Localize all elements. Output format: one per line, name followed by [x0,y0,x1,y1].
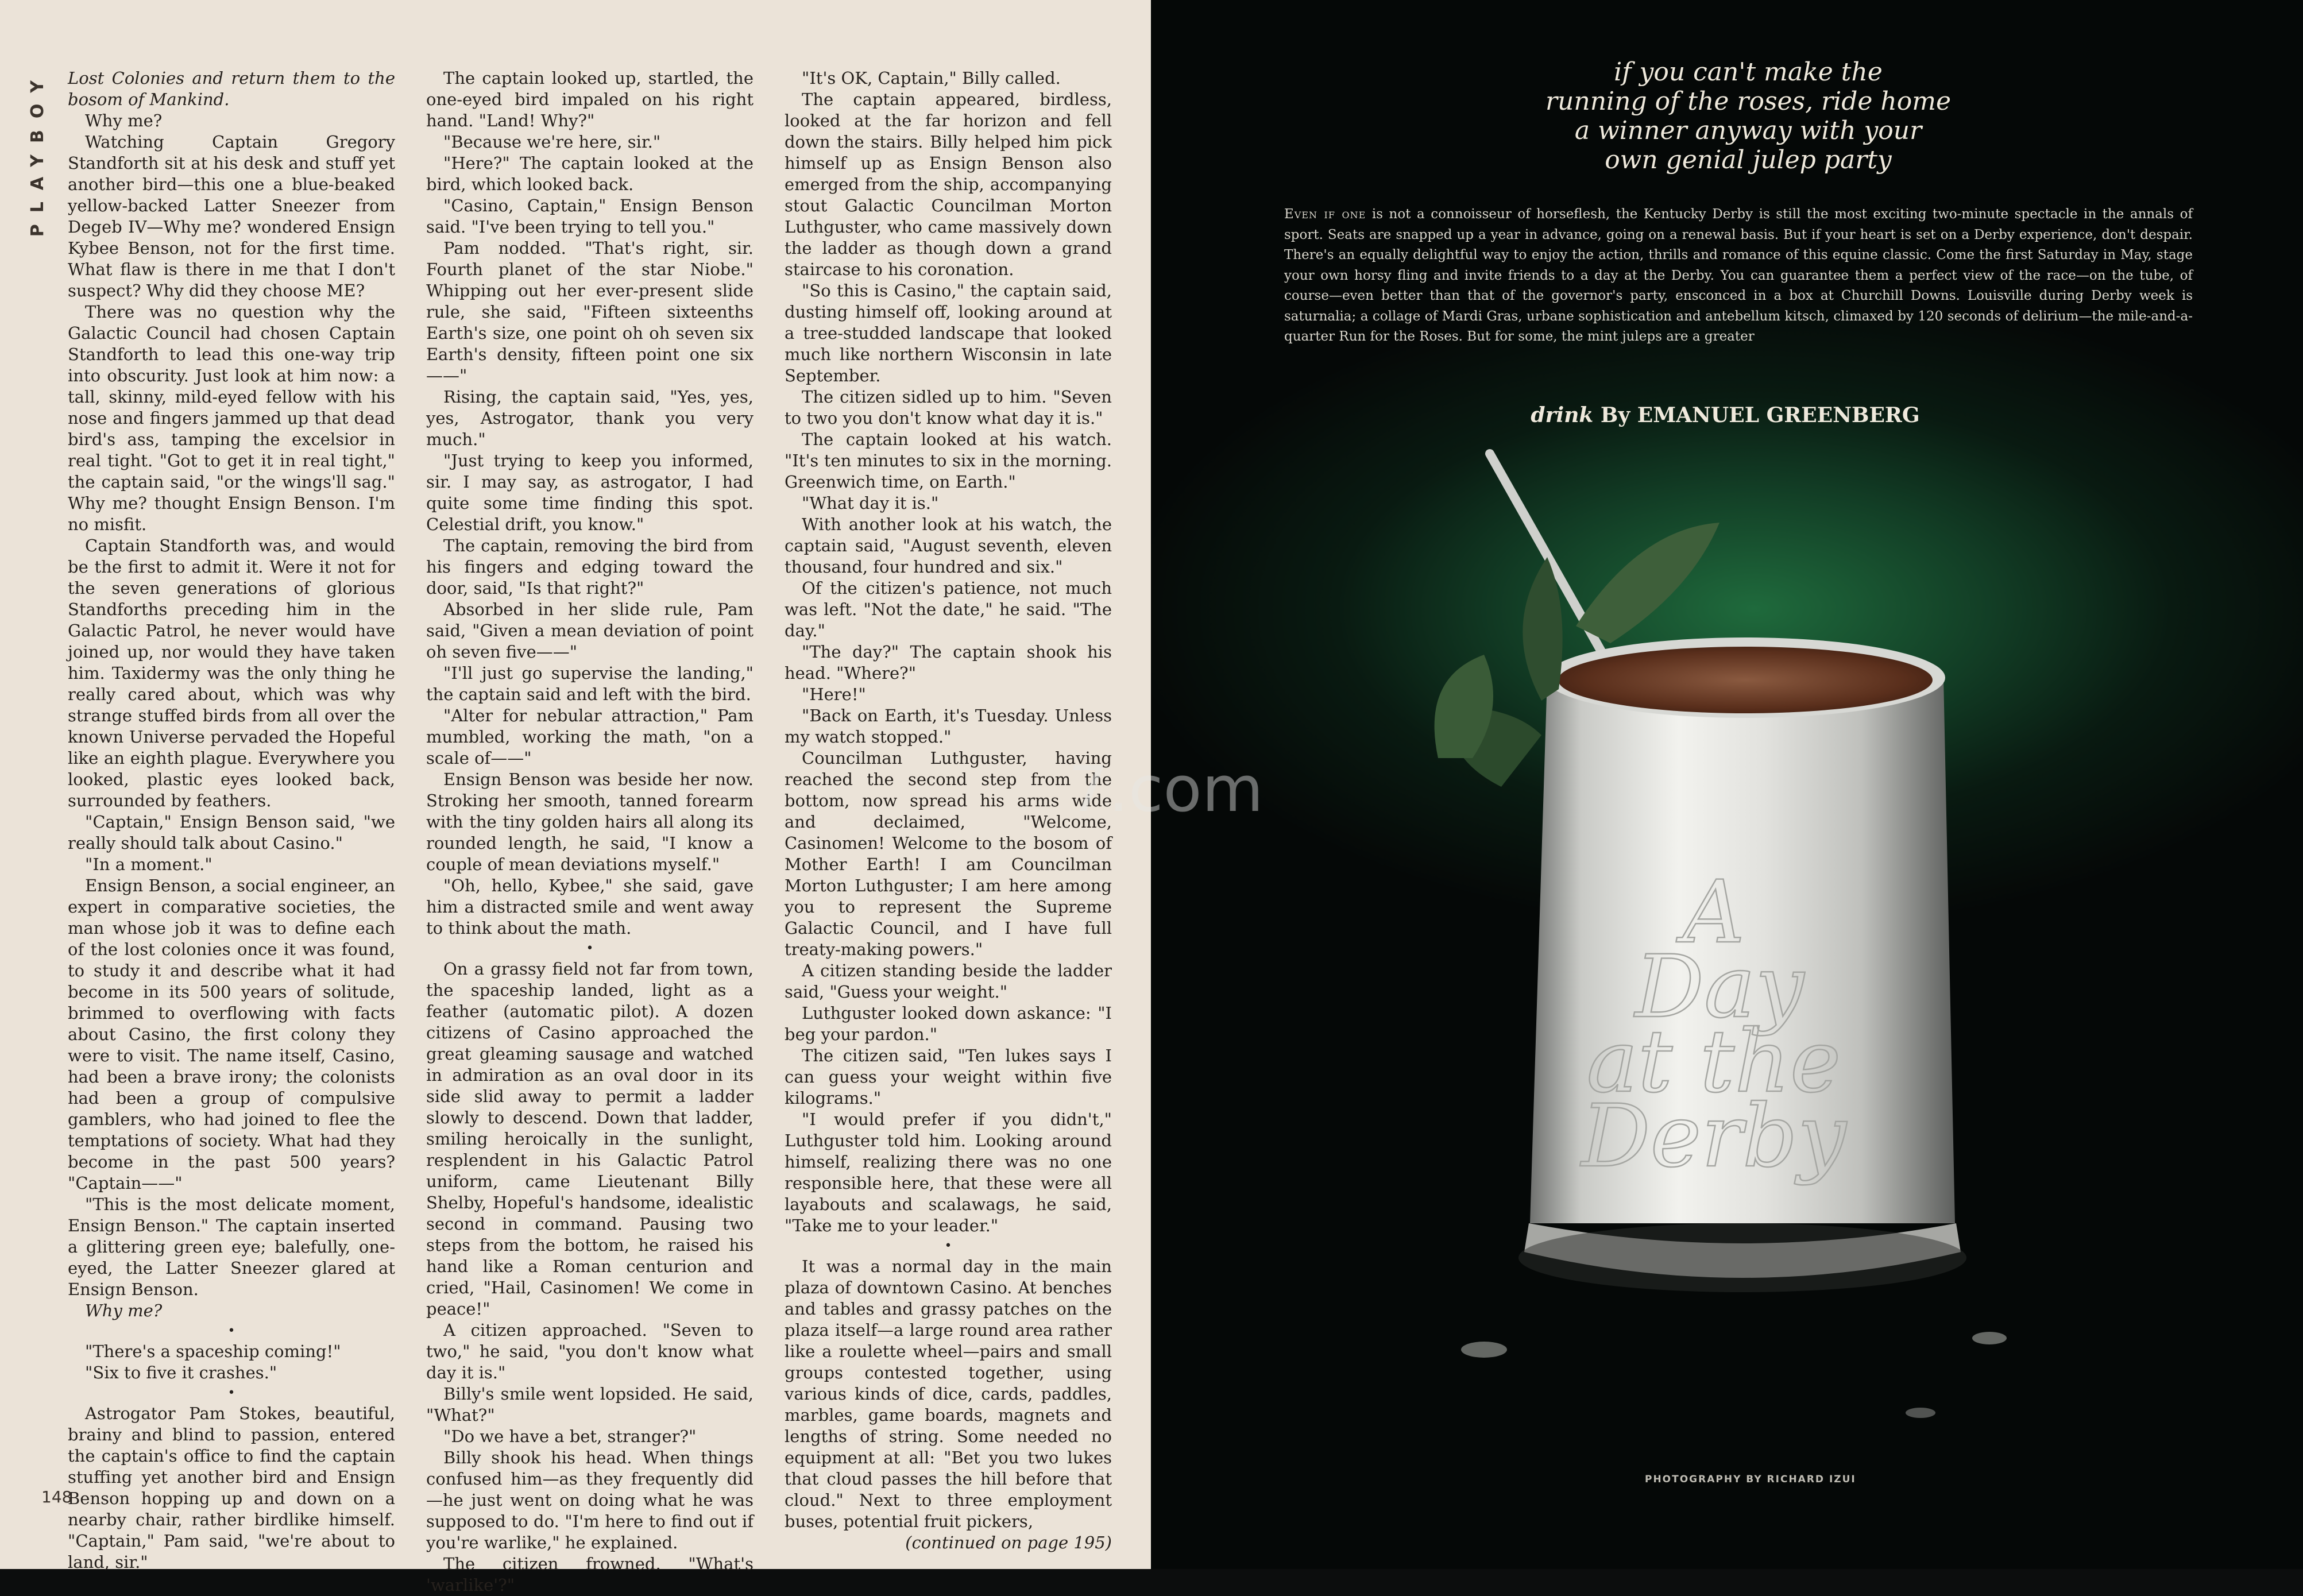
paragraph: The captain looked up, startled, the one-eyed bird impaled on his right hand. "Land! Why?" [426,68,754,130]
paragraph: "There's a spaceship coming!" [85,1342,341,1361]
paragraph: Of the citizen's patience, not much was left. "Not the date," he said. "The day." [785,578,1112,640]
page-number: 148 [41,1487,72,1506]
cup-shadow [1518,1223,1966,1292]
paragraph: "Do we have a bet, stranger?" [443,1427,697,1446]
paragraph: Pam nodded. "That's right, sir. Fourth planet of the star Niobe." Whipping out her ever-present slide rule, she said, "Fifteen sixteenths Earth's size, one point oh oh seven six Earth's density, fifteen point one six——" [426,238,754,385]
paragraph: "In a moment." [85,855,212,874]
water-droplet [1461,1342,1507,1358]
column-3 [785,68,1112,1554]
paragraph: Rising, the captain said, "Yes, yes, yes, Astrogator, thank you very much." [426,387,754,449]
paragraph: Ensign Benson, a social engineer, an expert in comparative societies, the man whose job it was to define each of the lost colonies once it was found, to study it and describe what it had become in its 500 years of solitude, brimmed to overflowing with facts about Casino, the first colony they were to visit. The name itself, Casino, had been a brave irony; the colonists had been a group of compulsive gamblers, who had joined to flee the temptations of society. What had they become in the past 500 years? "Captain——" [68,876,395,1193]
paragraph: "Because we're here, sir." [443,132,661,152]
paragraph: "Just trying to keep you informed, sir. I may say, as astrogator, I had quite some time finding this spot. Celestial drift, you know." [426,451,754,534]
headline-line: running of the roses, ride home [1545,87,1951,116]
engraving-line: at the [1586,1012,1841,1112]
byline-kicker: drink [1531,403,1594,427]
paragraph: Billy shook his head. When things confused him—as they frequently did—he just went on doing what he was supposed to do. "I'm here to find out if you're warlike," he explained. [426,1448,754,1552]
paragraph: "This is the most delicate moment, Ensign Benson." The captain inserted a glittering green eye; balefully, one-eyed, the Latter Sneezer glared at Ensign Benson. [68,1195,395,1299]
section-separator: • [227,1386,235,1400]
paragraph: "So this is Casino," the captain said, dusting himself off, looking around at a tree-studded landscape that looked much like northern Wisconsin in late September. [785,281,1112,385]
paragraph: "It's OK, Captain," Billy called. [802,68,1061,88]
paragraph: Why me? [85,111,163,130]
paragraph: "Oh, hello, Kybee," she said, gave him a distracted smile and went away to think about the math. [426,876,754,938]
paragraph: "Alter for nebular attraction," Pam mumbled, working the math, "on a scale of——" [426,706,754,768]
paragraph: Why me? [85,1301,163,1320]
paragraph: Lost Colonies and return them to the bosom of Mankind. [68,68,395,109]
section-separator: • [227,1324,235,1338]
paragraph: Ensign Benson was beside her now. Stroking her smooth, tanned forearm with the tiny golden hairs all along its rounded length, he said, "I know a couple of mean deviations myself." [426,770,754,874]
engraving-line: Day [1634,937,1804,1037]
paragraph: "Captain," Ensign Benson said, "we really should talk about Casino." [68,812,395,853]
engraving-line: A [1682,863,1745,963]
left-page [0,0,1151,1595]
paragraph: On a grassy field not far from town, the spaceship landed, light as a feather (automatic pilot). A dozen citizens of Casino approached the great gleaming sausage and watched in admiration as an oval door in its side slid away to permit a ladder slowly to descend. Down that ladder, smiling heroically in the sunlight, resplendent in his Galactic Patrol uniform, came Lieutenant Billy Shelby, Hopeful's handsome, idealistic second in command. Pausing two steps from the bottom, he raised his hand like a Roman centurion and cried, "Hail, Casinomen! We come in peace!" [426,959,754,1319]
crushed-ice [1558,647,1933,713]
watermark: 7.com [1068,752,1263,826]
julep-cup-photo [1369,436,2093,1482]
intro-text: is not a connoisseur of horseflesh, the Kentucky Derby is still the most exciting two-minute spectacle in the annals of sport. Seats are snapped up a year in advance, going on a renewal basis. But if your heart is set on a Derby experience, don't despair. There's an equally delightful way to enjoy the action, thrills and romance of this equine classic. Come the first Saturday in May, stage your own horsy fling and invite friends to a day at the Derby. You can guarantee them a perfect view of the race—on the tube, of course—even better than that of the governor's party, ensconced in a box at Churchill Downs. Louisville during Derby week is saturnalia; a collage of Mardi Gras, urbane sophistication and antebellum kitsch, climaxed by 120 seconds of delirium—the mile-and-a-quarter Run for the Roses. But for some, the mint juleps are a greater [1284,207,2193,344]
right-page [1151,0,2303,1569]
headline-line: a winner anyway with your [1574,116,1922,145]
section-separator: • [586,941,594,956]
paragraph: "What day it is." [802,493,939,513]
paragraph: The captain, removing the bird from his fingers and edging toward the door, said, "Is that right?" [426,536,754,598]
paragraph: Billy's smile went lopsided. He said, "What?" [426,1384,754,1425]
mint-leaf [1576,523,1719,643]
paragraph: The captain looked at his watch. "It's ten minutes to six in the morning. Greenwich time, on Earth." [785,430,1112,492]
section-separator: • [944,1239,952,1253]
paragraph: A citizen standing beside the ladder said, "Guess your weight." [785,961,1112,1002]
paragraph: Absorbed in her slide rule, Pam said, "Given a mean deviation of point oh seven five——" [426,600,754,662]
paragraph: Luthguster looked down askance: "I beg your pardon." [785,1003,1112,1044]
paragraph: "I would prefer if you didn't," Luthguster told him. Looking around himself, realizing there was no one responsible here, that these were all layabouts and scalawags, he said, "Take me to your leader." [785,1110,1112,1235]
paragraph: "Here?" The captain looked at the bird, which looked back. [426,153,754,194]
paragraph: "Here!" [802,685,866,704]
paragraph: It was a normal day in the main plaza of downtown Casino. At benches and tables and grassy patches on the plaza itself—a large round area rather like a roulette wheel—pairs and small groups contested together, using various kinds of dice, cards, paddles, marbles, game boards, magnets and lengths of string. Some needed no equipment at all: "Bet you two lukes that cloud passes the hill before that cloud." Next to three employment buses, potential fruit pickers, [785,1257,1112,1531]
paragraph: Watching Captain Gregory Standforth sit at his desk and stuff yet another bird—this one a blue-beaked yellow-backed Latter Sneezer from Degeb IV—Why me? wondered Ensign Kybee Benson, not for the first time. What flaw is there in me that I don't suspect? Why did they choose ME? [68,132,395,300]
byline [1381,403,2070,427]
paragraph: "Casino, Captain," Ensign Benson said. "I've been trying to tell you." [426,196,754,237]
intro-lead: Even if one [1284,207,1366,222]
paragraph: With another look at his watch, the captain said, "August seventh, eleven thousand, four hundred and six." [785,515,1112,577]
paragraph: "I'll just go supervise the landing," the captain said and left with the bird. [426,663,754,704]
engraving-line: Derby [1581,1087,1846,1187]
headline-line: if you can't make the [1614,57,1883,87]
paragraph: "The day?" The captain shook his head. "Where?" [785,642,1112,683]
headline-line: own genial julep party [1605,145,1892,175]
paragraph: Captain Standforth was, and would be the first to admit it. Were it not for the seven generations of glorious Standforths preceding him in the Galactic Patrol, he never would have joined up, nor would they have taken him. Taxidermy was the only thing he really cared about, which was why strange stuffed birds from all over the known Universe pervaded the Hopeful like an eighth plague. Everywhere you looked, plastic eyes looked back, surrounded by feathers. [68,536,395,810]
photo-credit: PHOTOGRAPHY BY RICHARD IZUI [1645,1474,1856,1485]
paragraph: There was no question why the Galactic Council had chosen Captain Standforth to lead this one-way trip into obscurity. Just look at him now: a tall, skinny, mild-eyed fellow with his nose and fingers jammed up that dead bird's ass, tamping the excelsior in real tight. "Got to get it in real tight," the captain said, "or the wings'll sag." Why me? thought Ensign Benson. I'm no misfit. [68,302,395,534]
paragraph: Councilman Luthguster, having reached the second step from the bottom, now spread his arms wide and declaimed, "Welcome, Casinomen! Welcome to the bosom of Mother Earth! I am Councilman Morton Luthguster; I am here among you to represent the Supreme Galactic Council, and I have full treaty-making powers." [785,748,1112,959]
byline-author: By EMANUEL GREENBERG [1600,403,1920,427]
paragraph: A citizen approached. "Seven to two," he said, "you don't know what day it is." [426,1320,754,1382]
column-2 [426,68,754,1596]
column-1 [68,68,395,1573]
continued-note: (continued on page 195) [905,1533,1112,1552]
paragraph: "Six to five it crashes." [85,1363,277,1382]
water-droplet [1906,1408,1935,1418]
paragraph: Astrogator Pam Stokes, beautiful, brainy and blind to passion, entered the captain's office to find the captain stuffing yet another bird and Ensign Benson hopping up and down on a nearby chair, rather birdlike himself. "Captain," Pam said, "we're about to land, sir." [68,1404,395,1572]
paragraph: The citizen sidled up to him. "Seven to two you don't know what day it is." [785,387,1112,428]
paragraph: The citizen frowned. "What's 'warlike'?" [426,1554,754,1595]
water-droplet [1972,1332,2007,1344]
paragraph: The citizen said, "Ten lukes says I can guess your weight within five kilograms." [785,1046,1112,1108]
paragraph: The captain appeared, birdless, looked at the far horizon and fell down the stairs. Billy helped him pick himself up as Ensign Benson also emerged from the ship, accompanying stout Galactic Councilman Morton Luthguster, who came massively down the ladder as though down a grand staircase to his coronation. [785,90,1112,279]
masthead: PLAYBOY [28,69,48,237]
headline [1496,57,2001,175]
intro-paragraph [1284,204,2193,347]
paragraph: "Back on Earth, it's Tuesday. Unless my watch stopped." [785,706,1112,747]
